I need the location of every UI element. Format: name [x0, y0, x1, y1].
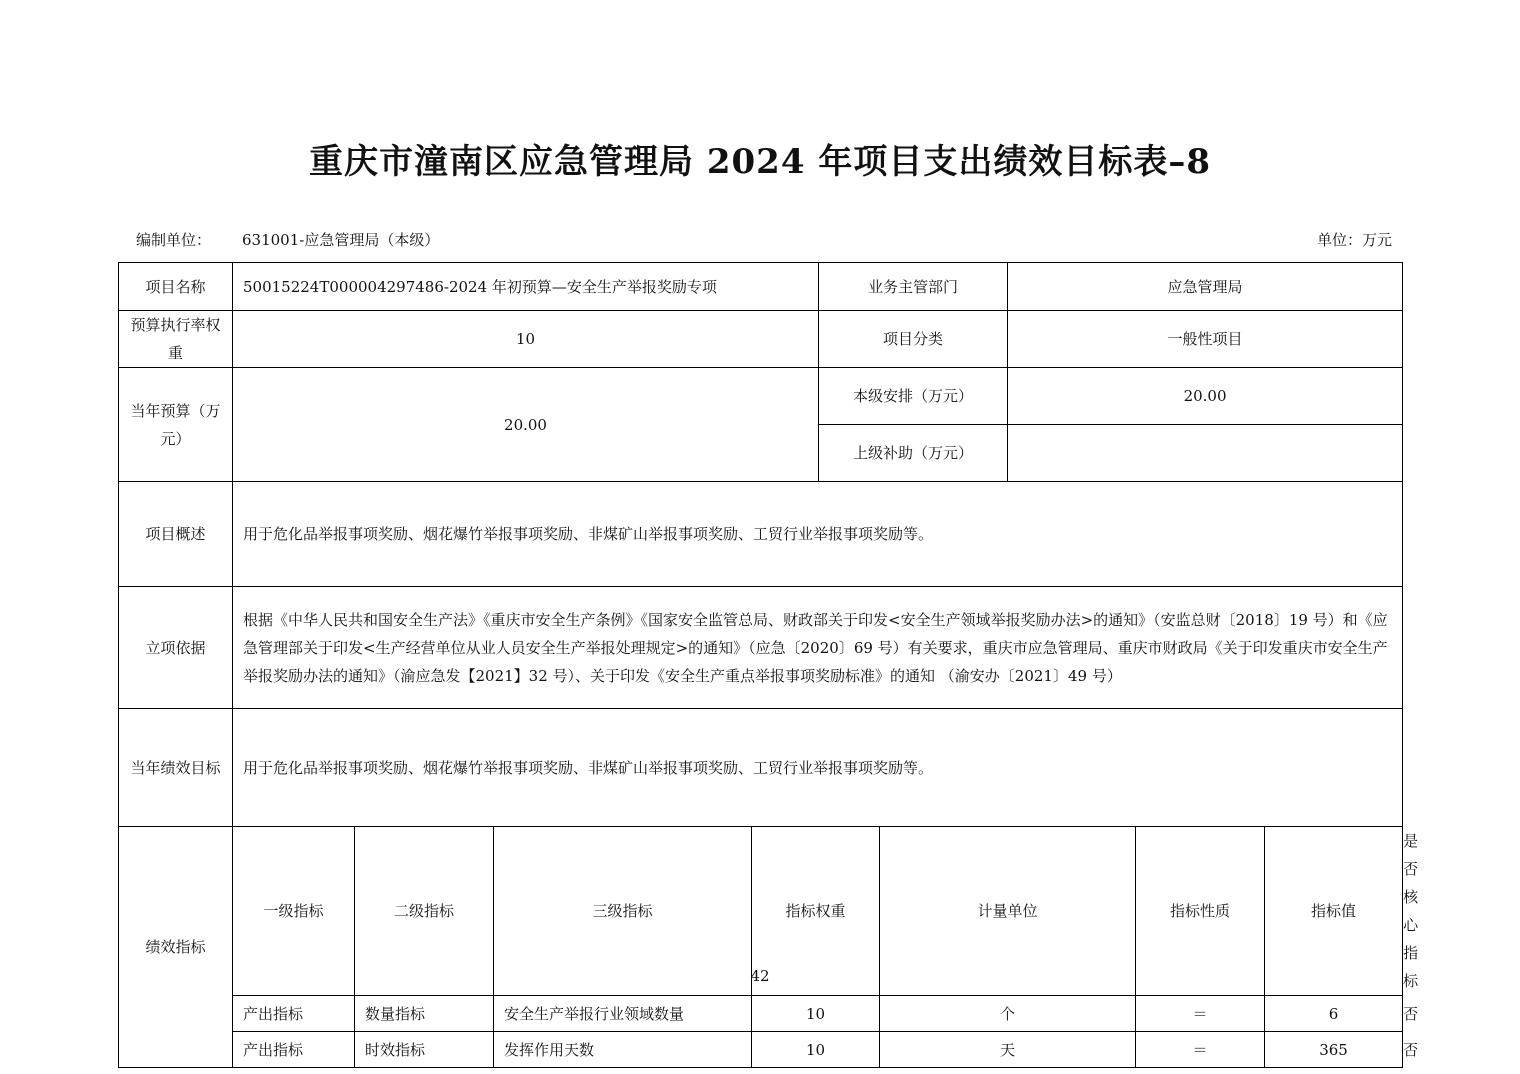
level-label: 本级安排（万元）: [819, 368, 1008, 425]
indicator-cell: 发挥作用天数: [494, 1032, 752, 1068]
indicator-cell: ＝: [1136, 996, 1265, 1032]
category-label: 项目分类: [819, 311, 1008, 368]
indicator-header: 三级指标: [494, 827, 752, 996]
overview-text: 用于危化品举报事项奖励、烟花爆竹举报事项奖励、非煤矿山举报事项奖励、工贸行业举报事项奖励等。: [233, 482, 1403, 587]
page-number: 42: [750, 967, 770, 985]
indicator-header: 指标权重: [752, 827, 880, 996]
page-title: 重庆市潼南区应急管理局 2024 年项目支出绩效目标表–8: [309, 142, 1211, 182]
indicator-cell: 10: [752, 1032, 880, 1068]
indicator-cell: 6: [1265, 996, 1403, 1032]
table-row: 产出指标 时效指标 发挥作用天数 10 天 ＝ 365 否: [119, 1032, 1403, 1068]
table-row: 产出指标 数量指标 安全生产举报行业领域数量 10 个 ＝ 6 否: [119, 996, 1403, 1032]
indicator-label: 绩效指标: [119, 827, 233, 1068]
level-value: 20.00: [1008, 368, 1403, 425]
indicator-cell: 365: [1265, 1032, 1403, 1068]
performance-table: 项目名称 50015224T000004297486-2024 年初预算—安全生产举报奖励专项 业务主管部门 应急管理局 预算执行率权重 10 项目分类 一般性项目 当年预算（万元） 20.00 本级安排（万元） 20.00 上级补助（万元） 项目概述 用于危化品举报事项奖励、烟花爆竹举报事项奖励、非煤矿山举报事项奖励、工贸行业举报事项奖励等。 立项依据 根据《中华人民共和国安全生产法》《重庆市安全生产条例》《国家安全监管总局、财政部关于印发<安全生产领域举报奖励办法>的通知》（安监总财〔2018〕19 号）和《应急管理部关于印发<生产经营单位从业人员安全生产举报处理规定>的通知》（应急〔2020〕69 号）有关要求，重庆市应急管理局、重庆市财政局《关于印发重庆市安全生产举报奖励办法的通知》（渝应急发【2021】32 号）、关于印发《安全生产重点举报事项奖励标准》的通知 （渝安办〔2021〕49 号） 当年绩效目标 用于危化品举报事项奖励、烟花爆竹举报事项奖励、非煤矿山举报事项奖励、工贸行业举报事项奖励等。 绩效指标 一级指标 二级指标 三级指标 指标权重 计量单位 指标性质 指标值 是否核心指标 产出指标 数量指标 安全生产举报行业领域数量 10 个 ＝ 6 否 产出指标 时效指标 发挥作用天数 10 天 ＝ 365 否: [118, 262, 1403, 1068]
exec-rate-value: 10: [233, 311, 819, 368]
indicator-header: 计量单位: [880, 827, 1136, 996]
indicator-cell: 产出指标: [233, 996, 355, 1032]
overview-label: 项目概述: [119, 482, 233, 587]
currency-unit: 单位：万元: [1316, 231, 1392, 249]
indicator-header: 指标性质: [1136, 827, 1265, 996]
basis-label: 立项依据: [119, 587, 233, 709]
compiling-unit-label: 编制单位：: [136, 231, 212, 249]
dept-label: 业务主管部门: [819, 263, 1008, 311]
project-name-label: 项目名称: [119, 263, 233, 311]
indicator-header: 一级指标: [233, 827, 355, 996]
indicator-cell: 天: [880, 1032, 1136, 1068]
indicator-header: 二级指标: [355, 827, 494, 996]
dept-value: 应急管理局: [1008, 263, 1403, 311]
indicator-cell: ＝: [1136, 1032, 1265, 1068]
subsidy-label: 上级补助（万元）: [819, 425, 1008, 482]
basis-text: 根据《中华人民共和国安全生产法》《重庆市安全生产条例》《国家安全监管总局、财政部关于印发<安全生产领域举报奖励办法>的通知》（安监总财〔2018〕19 号）和《应急管理部关于印发<生产经营单位从业人员安全生产举报处理规定>的通知》（应急〔2020〕69 号）有关要求，重庆市应急管理局、重庆市财政局《关于印发重庆市安全生产举报奖励办法的通知》（渝应急发【2021】32 号）、关于印发《安全生产重点举报事项奖励标准》的通知 （渝安办〔2021〕49 号）: [233, 587, 1403, 709]
indicator-cell: 时效指标: [355, 1032, 494, 1068]
indicator-cell: 安全生产举报行业领域数量: [494, 996, 752, 1032]
indicator-cell: 10: [752, 996, 880, 1032]
compiling-unit-value: 631001-应急管理局（本级）: [242, 231, 440, 249]
indicator-cell: 个: [880, 996, 1136, 1032]
budget-value: 20.00: [233, 368, 819, 482]
indicator-cell: 产出指标: [233, 1032, 355, 1068]
subsidy-value: [1008, 425, 1403, 482]
goal-text: 用于危化品举报事项奖励、烟花爆竹举报事项奖励、非煤矿山举报事项奖励、工贸行业举报事项奖励等。: [233, 709, 1403, 827]
category-value: 一般性项目: [1008, 311, 1403, 368]
project-name-value: 50015224T000004297486-2024 年初预算—安全生产举报奖励专项: [233, 263, 819, 311]
budget-label: 当年预算（万元）: [119, 368, 233, 482]
exec-rate-label: 预算执行率权重: [119, 311, 233, 368]
indicator-cell: 数量指标: [355, 996, 494, 1032]
goal-label: 当年绩效目标: [119, 709, 233, 827]
indicator-header: 指标值: [1265, 827, 1403, 996]
